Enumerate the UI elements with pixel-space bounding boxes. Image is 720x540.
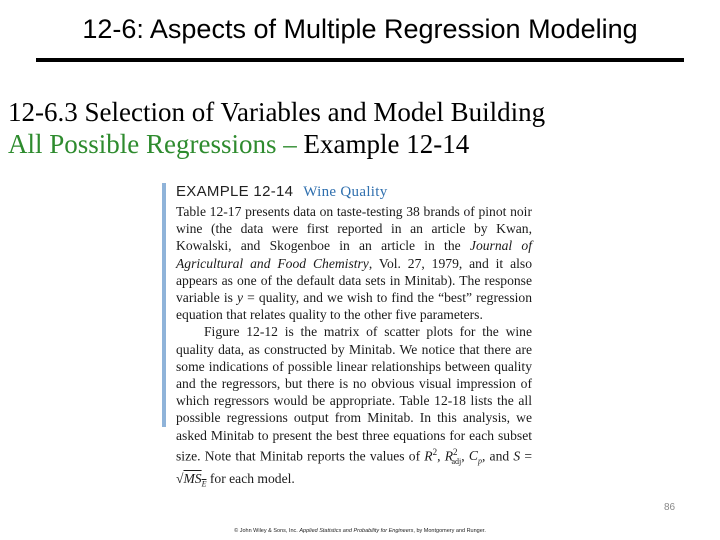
subtitle-highlight: All Possible Regressions – <box>8 129 297 159</box>
para1-text-c: = quality, and we wish to find the “best” regression equation that relates quality to the other five parameters. <box>176 290 532 323</box>
example-paragraph-1 <box>176 203 532 323</box>
subtitle-line-2 <box>8 128 545 160</box>
slide-title: 12-6: Aspects of Multiple Regression Modeling <box>82 14 638 44</box>
example-excerpt <box>162 183 536 490</box>
copyright-book-title: Applied Statistics and Probability for Engineers <box>299 528 414 534</box>
r2-adj-symbol: R <box>444 448 453 464</box>
copyright-holder: © John Wiley & Sons, Inc. <box>234 528 300 534</box>
example-header <box>176 183 388 201</box>
para2-text: Figure 12-12 is the matrix of scatter plots for the wine quality data, as constructed by Minitab. We notice that there are some indications of possible linear relationships between quality and the regressors, but there is no obvious visual impression of which regressors would be appropriate. Table 12-18 lists the all possible regressions output from Minitab. In this analysis, we asked Minitab to present the best three equations for each subset size. Note that Minitab reports the values of <box>176 324 532 464</box>
copyright-notice <box>0 528 720 534</box>
title-underline <box>36 58 684 62</box>
para2-end: for each model. <box>206 471 295 487</box>
cp-symbol: $C_p$ <box>468 448 482 467</box>
example-paragraph-2: Figure 12-12 is the matrix of scatter plots for the wine quality data, as constructed by Minitab. We notice that there are some indications of possible linear relationships between quality and the regressors, but there is no obvious visual impression of which regressors would be appropriate. Table 12-18 lists the all possible regressions output from Minitab. In this analysis, we asked Minitab to present the best three equations for each subset size. Note that Minitab reports the values of $R^2$, $R^2_{adj}$, $C_p$, and $S = √MS_E$ for each model. <box>176 324 533 490</box>
para1-text-a: Table 12-17 presents data on taste-testing 38 brands of pinot noir wine (the data were first reported in an article by Kwan, Kowalski, and Skogenboe in an article in the <box>176 204 532 254</box>
example-title: Wine Quality <box>303 184 388 200</box>
journal-name: Journal of Agricultural and Food Chemistry <box>176 238 532 271</box>
example-label: EXAMPLE 12-14 <box>176 183 294 200</box>
r2-symbol: R <box>424 448 433 464</box>
page-number: 86 <box>664 502 676 513</box>
subtitle-example-ref: Example 12-14 <box>296 129 470 159</box>
subtitle-line-1: 12-6.3 Selection of Variables and Model Building <box>8 97 546 127</box>
response-variable: y <box>237 290 244 306</box>
slide-subtitle <box>8 96 545 160</box>
example-body <box>176 203 532 493</box>
copyright-authors: , by Montgomery and Runger. <box>413 528 486 534</box>
example-side-bar <box>162 183 166 427</box>
para1-text-b: , Vol. 27, 1979, and it also appears as one of the default data sets in Minitab). The response variable is <box>176 255 532 306</box>
sqrt-mse-formula: $√MS_E$ <box>176 471 207 490</box>
s-symbol: S <box>513 448 521 464</box>
